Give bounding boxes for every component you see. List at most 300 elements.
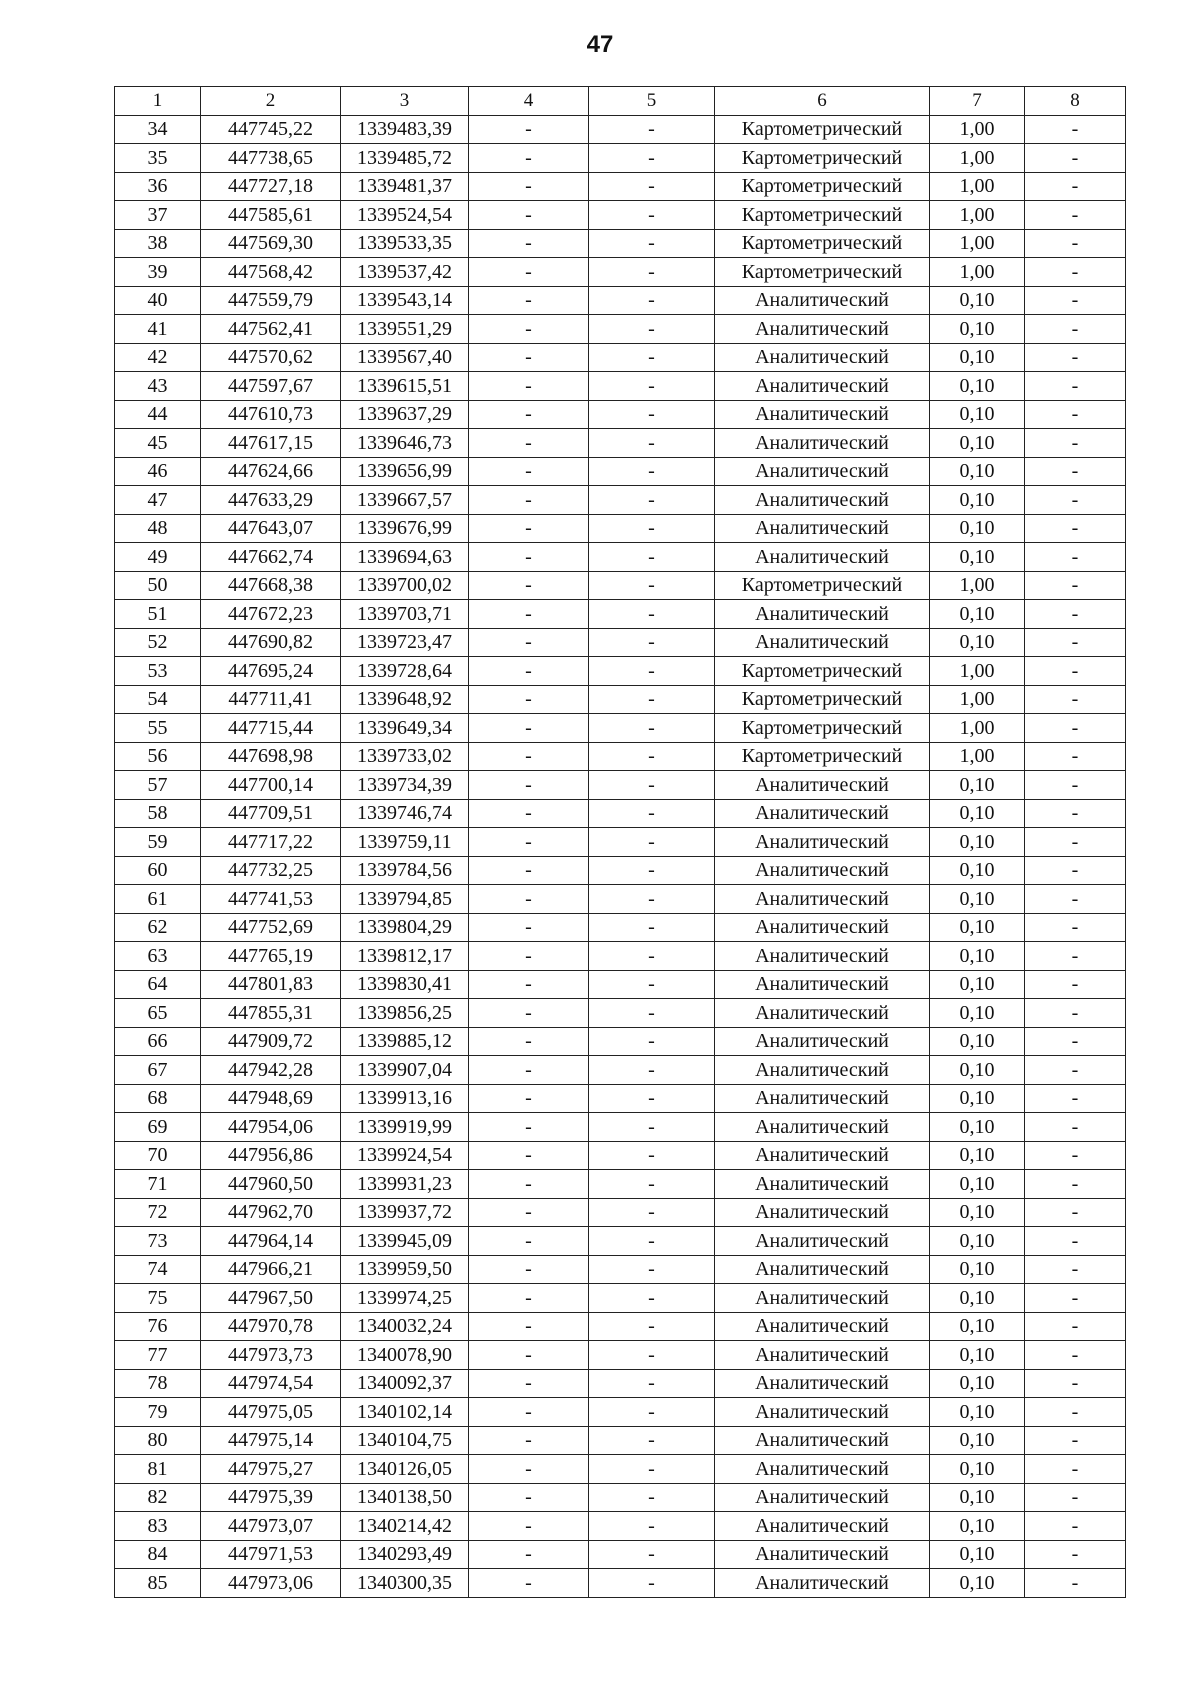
method-cell: Картометрический [715, 144, 930, 173]
column-4-cell: - [469, 1398, 589, 1427]
column-8-cell: - [1025, 1141, 1126, 1170]
column-8-cell: - [1025, 999, 1126, 1028]
accuracy-cell: 0,10 [930, 1084, 1025, 1113]
accuracy-cell: 0,10 [930, 400, 1025, 429]
accuracy-cell: 0,10 [930, 514, 1025, 543]
x-coordinate-cell: 447597,67 [201, 372, 341, 401]
y-coordinate-cell: 1339945,09 [341, 1227, 469, 1256]
column-4-cell: - [469, 486, 589, 515]
point-number-cell: 35 [115, 144, 201, 173]
column-8-cell: - [1025, 1170, 1126, 1199]
point-number-cell: 85 [115, 1569, 201, 1598]
method-cell: Аналитический [715, 799, 930, 828]
column-8-cell: - [1025, 1198, 1126, 1227]
column-8-cell: - [1025, 828, 1126, 857]
y-coordinate-cell: 1339656,99 [341, 457, 469, 486]
method-cell: Аналитический [715, 1455, 930, 1484]
method-cell: Картометрический [715, 742, 930, 771]
method-cell: Аналитический [715, 1569, 930, 1598]
x-coordinate-cell: 447752,69 [201, 913, 341, 942]
table-row [115, 799, 1126, 828]
column-8-cell: - [1025, 1455, 1126, 1484]
table-row [115, 600, 1126, 629]
x-coordinate-cell: 447960,50 [201, 1170, 341, 1199]
column-8-cell: - [1025, 372, 1126, 401]
method-cell: Картометрический [715, 229, 930, 258]
column-5-cell: - [589, 115, 715, 144]
x-coordinate-cell: 447610,73 [201, 400, 341, 429]
y-coordinate-cell: 1339524,54 [341, 201, 469, 230]
x-coordinate-cell: 447732,25 [201, 856, 341, 885]
x-coordinate-cell: 447956,86 [201, 1141, 341, 1170]
column-8-cell: - [1025, 1512, 1126, 1541]
table-row [115, 1483, 1126, 1512]
table-row [115, 286, 1126, 315]
column-4-cell: - [469, 970, 589, 999]
point-number-cell: 51 [115, 600, 201, 629]
y-coordinate-cell: 1339794,85 [341, 885, 469, 914]
accuracy-cell: 0,10 [930, 543, 1025, 572]
accuracy-cell: 0,10 [930, 1170, 1025, 1199]
x-coordinate-cell: 447700,14 [201, 771, 341, 800]
column-5-cell: - [589, 201, 715, 230]
column-5-cell: - [589, 1569, 715, 1598]
method-cell: Аналитический [715, 1170, 930, 1199]
y-coordinate-cell: 1339703,71 [341, 600, 469, 629]
column-8-cell: - [1025, 885, 1126, 914]
column-5-cell: - [589, 1170, 715, 1199]
column-4-cell: - [469, 1056, 589, 1085]
x-coordinate-cell: 447975,39 [201, 1483, 341, 1512]
column-4-cell: - [469, 771, 589, 800]
accuracy-cell: 0,10 [930, 1483, 1025, 1512]
column-8-cell: - [1025, 1056, 1126, 1085]
point-number-cell: 64 [115, 970, 201, 999]
column-8-cell: - [1025, 144, 1126, 173]
method-cell: Аналитический [715, 885, 930, 914]
column-5-cell: - [589, 742, 715, 771]
column-5-cell: - [589, 1483, 715, 1512]
accuracy-cell: 0,10 [930, 429, 1025, 458]
y-coordinate-cell: 1339931,23 [341, 1170, 469, 1199]
table-row [115, 1341, 1126, 1370]
column-5-cell: - [589, 172, 715, 201]
column-5-cell: - [589, 942, 715, 971]
method-cell: Аналитический [715, 999, 930, 1028]
accuracy-cell: 1,00 [930, 172, 1025, 201]
method-cell: Картометрический [715, 685, 930, 714]
point-number-cell: 55 [115, 714, 201, 743]
method-cell: Аналитический [715, 1483, 930, 1512]
x-coordinate-cell: 447662,74 [201, 543, 341, 572]
method-cell: Аналитический [715, 543, 930, 572]
method-cell: Аналитический [715, 913, 930, 942]
accuracy-cell: 0,10 [930, 799, 1025, 828]
column-5-cell: - [589, 856, 715, 885]
x-coordinate-cell: 447668,38 [201, 571, 341, 600]
method-cell: Аналитический [715, 1198, 930, 1227]
point-number-cell: 74 [115, 1255, 201, 1284]
x-coordinate-cell: 447585,61 [201, 201, 341, 230]
column-8-cell: - [1025, 258, 1126, 287]
table-row [115, 1255, 1126, 1284]
point-number-cell: 76 [115, 1312, 201, 1341]
column-8-cell: - [1025, 1084, 1126, 1113]
column-5-cell: - [589, 315, 715, 344]
point-number-cell: 42 [115, 343, 201, 372]
point-number-cell: 58 [115, 799, 201, 828]
x-coordinate-cell: 447715,44 [201, 714, 341, 743]
y-coordinate-cell: 1339646,73 [341, 429, 469, 458]
point-number-cell: 54 [115, 685, 201, 714]
table-row [115, 258, 1126, 287]
method-cell: Аналитический [715, 1113, 930, 1142]
method-cell: Аналитический [715, 1312, 930, 1341]
accuracy-cell: 0,10 [930, 1312, 1025, 1341]
column-4-cell: - [469, 714, 589, 743]
point-number-cell: 70 [115, 1141, 201, 1170]
method-cell: Картометрический [715, 714, 930, 743]
column-8-cell: - [1025, 486, 1126, 515]
y-coordinate-cell: 1339700,02 [341, 571, 469, 600]
column-4-cell: - [469, 400, 589, 429]
method-cell: Картометрический [715, 657, 930, 686]
column-5-cell: - [589, 1455, 715, 1484]
column-5-cell: - [589, 1341, 715, 1370]
column-5-cell: - [589, 1056, 715, 1085]
point-number-cell: 56 [115, 742, 201, 771]
column-8-cell: - [1025, 685, 1126, 714]
method-cell: Аналитический [715, 828, 930, 857]
table-row [115, 828, 1126, 857]
column-5-cell: - [589, 286, 715, 315]
table-row [115, 172, 1126, 201]
x-coordinate-cell: 447964,14 [201, 1227, 341, 1256]
column-4-cell: - [469, 1141, 589, 1170]
accuracy-cell: 1,00 [930, 657, 1025, 686]
method-cell: Аналитический [715, 771, 930, 800]
column-5-cell: - [589, 1113, 715, 1142]
point-number-cell: 75 [115, 1284, 201, 1313]
accuracy-cell: 0,10 [930, 600, 1025, 629]
point-number-cell: 47 [115, 486, 201, 515]
table-row [115, 343, 1126, 372]
table-row [115, 115, 1126, 144]
table-row [115, 1540, 1126, 1569]
column-header-1: 1 [115, 87, 201, 116]
column-8-cell: - [1025, 457, 1126, 486]
table-row [115, 229, 1126, 258]
accuracy-cell: 1,00 [930, 714, 1025, 743]
point-number-cell: 63 [115, 942, 201, 971]
column-5-cell: - [589, 372, 715, 401]
y-coordinate-cell: 1339481,37 [341, 172, 469, 201]
y-coordinate-cell: 1339746,74 [341, 799, 469, 828]
x-coordinate-cell: 447643,07 [201, 514, 341, 543]
accuracy-cell: 0,10 [930, 1398, 1025, 1427]
point-number-cell: 78 [115, 1369, 201, 1398]
column-8-cell: - [1025, 1113, 1126, 1142]
table-row [115, 1170, 1126, 1199]
accuracy-cell: 0,10 [930, 999, 1025, 1028]
column-8-cell: - [1025, 1027, 1126, 1056]
table-row [115, 144, 1126, 173]
coordinates-table [114, 86, 1126, 1598]
method-cell: Аналитический [715, 1369, 930, 1398]
column-8-cell: - [1025, 229, 1126, 258]
y-coordinate-cell: 1339856,25 [341, 999, 469, 1028]
x-coordinate-cell: 447971,53 [201, 1540, 341, 1569]
column-5-cell: - [589, 714, 715, 743]
table-row [115, 1056, 1126, 1085]
point-number-cell: 40 [115, 286, 201, 315]
accuracy-cell: 0,10 [930, 828, 1025, 857]
accuracy-cell: 0,10 [930, 1113, 1025, 1142]
table-row [115, 1084, 1126, 1113]
y-coordinate-cell: 1339913,16 [341, 1084, 469, 1113]
column-4-cell: - [469, 1341, 589, 1370]
y-coordinate-cell: 1339734,39 [341, 771, 469, 800]
column-header-3: 3 [341, 87, 469, 116]
point-number-cell: 82 [115, 1483, 201, 1512]
column-4-cell: - [469, 828, 589, 857]
x-coordinate-cell: 447855,31 [201, 999, 341, 1028]
y-coordinate-cell: 1339537,42 [341, 258, 469, 287]
point-number-cell: 38 [115, 229, 201, 258]
table-row [115, 514, 1126, 543]
column-4-cell: - [469, 1255, 589, 1284]
x-coordinate-cell: 447695,24 [201, 657, 341, 686]
column-5-cell: - [589, 885, 715, 914]
table-row [115, 657, 1126, 686]
method-cell: Аналитический [715, 1056, 930, 1085]
method-cell: Картометрический [715, 172, 930, 201]
point-number-cell: 81 [115, 1455, 201, 1484]
column-4-cell: - [469, 144, 589, 173]
column-8-cell: - [1025, 771, 1126, 800]
column-4-cell: - [469, 258, 589, 287]
column-8-cell: - [1025, 343, 1126, 372]
method-cell: Аналитический [715, 1227, 930, 1256]
accuracy-cell: 0,10 [930, 942, 1025, 971]
y-coordinate-cell: 1339907,04 [341, 1056, 469, 1085]
accuracy-cell: 0,10 [930, 885, 1025, 914]
column-4-cell: - [469, 1455, 589, 1484]
column-4-cell: - [469, 457, 589, 486]
table-row [115, 771, 1126, 800]
x-coordinate-cell: 447738,65 [201, 144, 341, 173]
x-coordinate-cell: 447633,29 [201, 486, 341, 515]
point-number-cell: 53 [115, 657, 201, 686]
column-5-cell: - [589, 1426, 715, 1455]
column-4-cell: - [469, 172, 589, 201]
point-number-cell: 77 [115, 1341, 201, 1370]
x-coordinate-cell: 447801,83 [201, 970, 341, 999]
column-8-cell: - [1025, 1312, 1126, 1341]
method-cell: Аналитический [715, 942, 930, 971]
column-5-cell: - [589, 628, 715, 657]
column-8-cell: - [1025, 286, 1126, 315]
table-row [115, 1227, 1126, 1256]
column-8-cell: - [1025, 571, 1126, 600]
table-row [115, 999, 1126, 1028]
column-4-cell: - [469, 799, 589, 828]
accuracy-cell: 0,10 [930, 628, 1025, 657]
column-5-cell: - [589, 685, 715, 714]
point-number-cell: 79 [115, 1398, 201, 1427]
column-4-cell: - [469, 1483, 589, 1512]
table-row [115, 457, 1126, 486]
y-coordinate-cell: 1340138,50 [341, 1483, 469, 1512]
column-5-cell: - [589, 1312, 715, 1341]
column-4-cell: - [469, 1084, 589, 1113]
point-number-cell: 59 [115, 828, 201, 857]
point-number-cell: 34 [115, 115, 201, 144]
column-5-cell: - [589, 486, 715, 515]
y-coordinate-cell: 1339649,34 [341, 714, 469, 743]
x-coordinate-cell: 447690,82 [201, 628, 341, 657]
x-coordinate-cell: 447698,98 [201, 742, 341, 771]
method-cell: Аналитический [715, 315, 930, 344]
column-5-cell: - [589, 771, 715, 800]
y-coordinate-cell: 1340092,37 [341, 1369, 469, 1398]
accuracy-cell: 1,00 [930, 742, 1025, 771]
method-cell: Аналитический [715, 343, 930, 372]
column-5-cell: - [589, 1227, 715, 1256]
method-cell: Аналитический [715, 628, 930, 657]
point-number-cell: 73 [115, 1227, 201, 1256]
column-8-cell: - [1025, 913, 1126, 942]
accuracy-cell: 0,10 [930, 1227, 1025, 1256]
y-coordinate-cell: 1339567,40 [341, 343, 469, 372]
table-row [115, 685, 1126, 714]
accuracy-cell: 1,00 [930, 258, 1025, 287]
x-coordinate-cell: 447727,18 [201, 172, 341, 201]
column-8-cell: - [1025, 600, 1126, 629]
y-coordinate-cell: 1340214,42 [341, 1512, 469, 1541]
x-coordinate-cell: 447617,15 [201, 429, 341, 458]
y-coordinate-cell: 1339615,51 [341, 372, 469, 401]
column-4-cell: - [469, 201, 589, 230]
column-5-cell: - [589, 1198, 715, 1227]
column-4-cell: - [469, 1369, 589, 1398]
point-number-cell: 39 [115, 258, 201, 287]
y-coordinate-cell: 1339543,14 [341, 286, 469, 315]
column-4-cell: - [469, 429, 589, 458]
method-cell: Аналитический [715, 970, 930, 999]
x-coordinate-cell: 447717,22 [201, 828, 341, 857]
method-cell: Аналитический [715, 856, 930, 885]
y-coordinate-cell: 1340293,49 [341, 1540, 469, 1569]
table-row [115, 1141, 1126, 1170]
column-header-5: 5 [589, 87, 715, 116]
accuracy-cell: 0,10 [930, 856, 1025, 885]
y-coordinate-cell: 1339812,17 [341, 942, 469, 971]
x-coordinate-cell: 447975,05 [201, 1398, 341, 1427]
y-coordinate-cell: 1339937,72 [341, 1198, 469, 1227]
column-4-cell: - [469, 885, 589, 914]
x-coordinate-cell: 447966,21 [201, 1255, 341, 1284]
accuracy-cell: 0,10 [930, 1455, 1025, 1484]
point-number-cell: 36 [115, 172, 201, 201]
x-coordinate-cell: 447962,70 [201, 1198, 341, 1227]
y-coordinate-cell: 1339759,11 [341, 828, 469, 857]
column-8-cell: - [1025, 1255, 1126, 1284]
point-number-cell: 49 [115, 543, 201, 572]
accuracy-cell: 0,10 [930, 1512, 1025, 1541]
column-5-cell: - [589, 657, 715, 686]
table-row [115, 628, 1126, 657]
column-4-cell: - [469, 315, 589, 344]
column-4-cell: - [469, 1540, 589, 1569]
column-4-cell: - [469, 1312, 589, 1341]
y-coordinate-cell: 1339919,99 [341, 1113, 469, 1142]
table-row [115, 742, 1126, 771]
y-coordinate-cell: 1339924,54 [341, 1141, 469, 1170]
table-row [115, 315, 1126, 344]
x-coordinate-cell: 447954,06 [201, 1113, 341, 1142]
column-5-cell: - [589, 828, 715, 857]
column-5-cell: - [589, 457, 715, 486]
column-5-cell: - [589, 1398, 715, 1427]
column-5-cell: - [589, 1084, 715, 1113]
table-row [115, 429, 1126, 458]
table-row [115, 1369, 1126, 1398]
method-cell: Картометрический [715, 258, 930, 287]
point-number-cell: 68 [115, 1084, 201, 1113]
column-5-cell: - [589, 429, 715, 458]
table-row [115, 1426, 1126, 1455]
column-5-cell: - [589, 229, 715, 258]
column-8-cell: - [1025, 1569, 1126, 1598]
accuracy-cell: 1,00 [930, 144, 1025, 173]
y-coordinate-cell: 1339667,57 [341, 486, 469, 515]
x-coordinate-cell: 447569,30 [201, 229, 341, 258]
column-8-cell: - [1025, 543, 1126, 572]
accuracy-cell: 1,00 [930, 229, 1025, 258]
column-5-cell: - [589, 571, 715, 600]
table-row [115, 885, 1126, 914]
table-row [115, 400, 1126, 429]
accuracy-cell: 0,10 [930, 1255, 1025, 1284]
y-coordinate-cell: 1340078,90 [341, 1341, 469, 1370]
table-row [115, 1312, 1126, 1341]
x-coordinate-cell: 447562,41 [201, 315, 341, 344]
x-coordinate-cell: 447973,07 [201, 1512, 341, 1541]
column-4-cell: - [469, 1284, 589, 1313]
column-4-cell: - [469, 600, 589, 629]
column-5-cell: - [589, 400, 715, 429]
column-4-cell: - [469, 1113, 589, 1142]
y-coordinate-cell: 1339723,47 [341, 628, 469, 657]
y-coordinate-cell: 1339551,29 [341, 315, 469, 344]
x-coordinate-cell: 447975,14 [201, 1426, 341, 1455]
point-number-cell: 72 [115, 1198, 201, 1227]
method-cell: Аналитический [715, 1141, 930, 1170]
column-header-8: 8 [1025, 87, 1126, 116]
method-cell: Аналитический [715, 400, 930, 429]
table-row [115, 486, 1126, 515]
y-coordinate-cell: 1339485,72 [341, 144, 469, 173]
column-header-2: 2 [201, 87, 341, 116]
point-number-cell: 66 [115, 1027, 201, 1056]
column-8-cell: - [1025, 315, 1126, 344]
point-number-cell: 45 [115, 429, 201, 458]
column-4-cell: - [469, 1569, 589, 1598]
column-5-cell: - [589, 1141, 715, 1170]
y-coordinate-cell: 1339637,29 [341, 400, 469, 429]
point-number-cell: 62 [115, 913, 201, 942]
